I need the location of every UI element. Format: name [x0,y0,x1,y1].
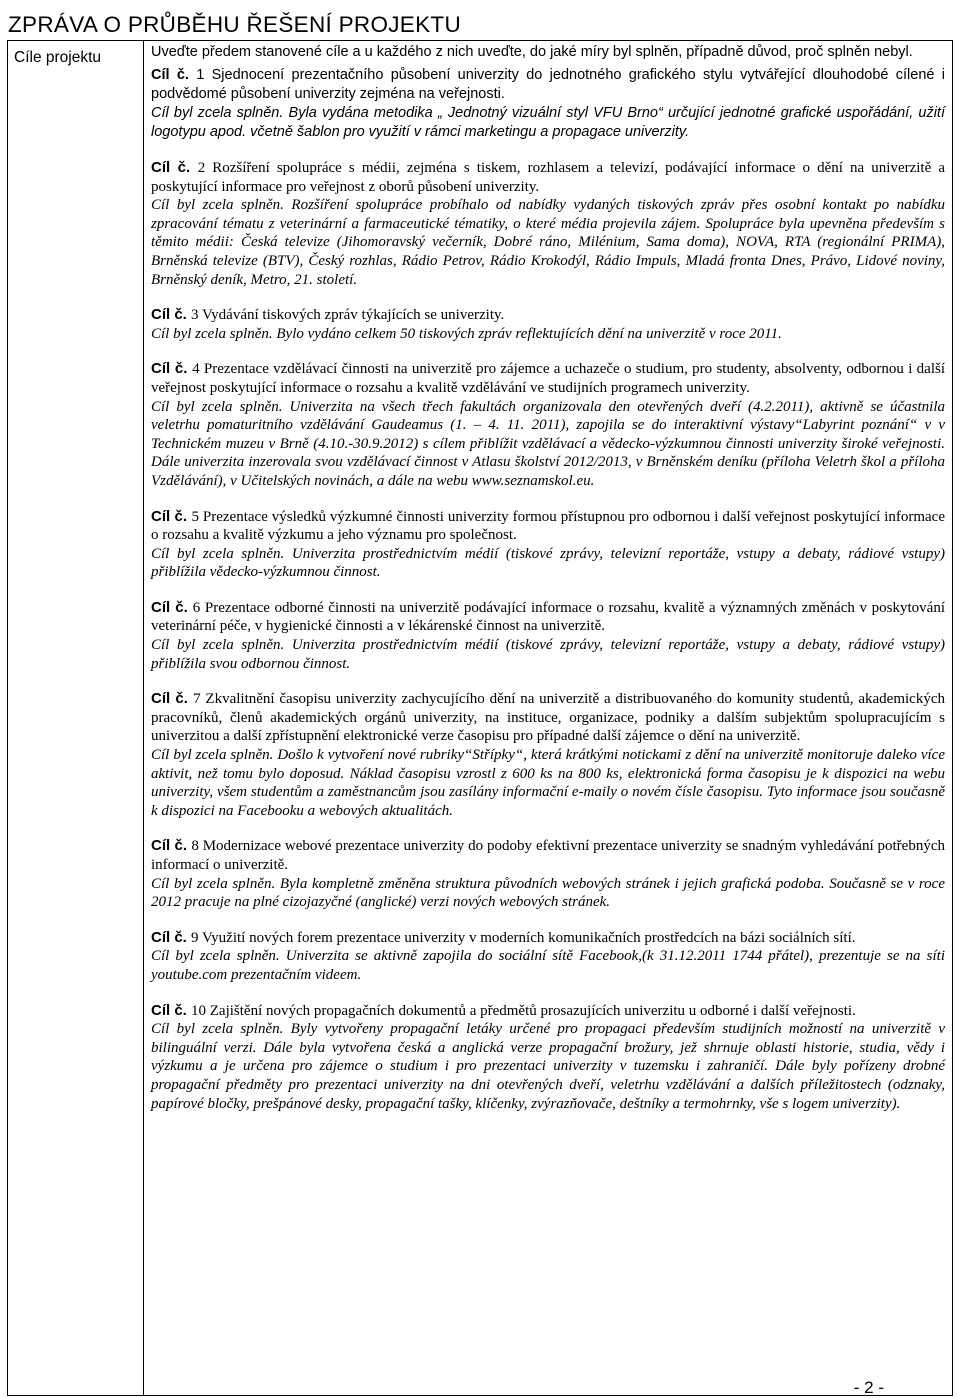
goal-result: Cíl byl zcela splněn. Rozšíření spolupráce probíhalo od nabídky vydaných tiskových zpráv přes osobní kontakt po nabídku zpracování tématu z veterinární a farmaceutické tématiky, o které média projevila zájem. Spolupráce byla upevněna především s těmito médii: Česká televize (Jihomoravský večerník, Dobré ráno, Milénium, Sama doma), NOVA, RTA (regionální PRIMA), Brněnská televize (BTV), Český rozhlas, Rádio Petrov, Rádio Krokodýl, Rádio Impuls, Mladá fronta Dnes, Právo, Lidové noviny, Brněnský deník, Metro, 21. století. [151,197,945,288]
goal-number: 4 [192,361,200,378]
goal-result: Cíl byl zcela splněn. Univerzita prostřednictvím médií (tiskové zprávy, televizní reportáže, vstupy a debaty, rádiové vstupy) přiblížila vědecko-výzkumnou činnost. [151,545,945,581]
goal-item [151,360,945,490]
goal-prefix: Cíl č. [151,1001,192,1019]
goal-prefix: Cíl č. [151,306,192,324]
goal-text: Využití nových forem prezentace univerzity v moderních komunikačních prostředcích na bázi sociálních sítí. [198,929,856,946]
goal-number: 3 [191,307,199,324]
goal-statement [151,66,945,104]
goal-text: Prezentace odborné činnosti na univerzitě podávající informace o rozsahu, kvalitě a významných změnách v poskytování veterinární péče, v hygienické činnosti a v lékárenské činnost na univerzitě. [151,599,945,635]
goal-statement [151,599,945,636]
goals-list [151,66,945,1113]
goal-item [151,66,945,142]
goal-prefix: Cíl č. [151,507,192,525]
row-label: Cíle projektu [8,41,144,1396]
goal-statement [151,929,945,948]
goal-number: 9 [191,929,199,946]
goal-result: Cíl byl zcela splněn. Univerzita se aktivně zapojila do sociální sítě Facebook,(k 31.12.2011 1744 přátel), prezentuje se na síti youtube.com prezentačním videem. [151,948,945,983]
page-title: ZPRÁVA O PRŮBĚHU ŘEŠENÍ PROJEKTU [8,12,462,37]
goal-result: Cíl byl zcela splněn. Byla kompletně změněna struktura původních webových stránek i jejich grafická podoba. Současně se v roce 2012 pracuje na plné cizojazyčné (anglické) verzi nových webových stránek. [151,875,945,911]
goal-number: 10 [191,1002,207,1019]
goal-prefix: Cíl č. [151,159,198,176]
goal-prefix: Cíl č. [151,360,193,378]
goal-text: Sjednocení prezentačního působení univerzity do jednotného grafického stylu vytvářející dlouhodobé cílené i podvědomé působení univerzity zejména na veřejnosti. [151,67,945,102]
goal-item [151,837,945,911]
goal-result: Cíl byl zcela splněn. Došlo k vytvoření nové rubriky“Střípky“, která krátkými notickami z dění na univerzitě monitoruje daleko více aktivit, než tomu bylo doposud. Náklad časopisu vzrostl z 600 ks na 800 ks, elektronická forma časopisu je k dispozici na webu univerzity, všem studentům a zaměstnancům jsou zasílány informační e-maily o novém čísle časopisu. Tyto informace jsou současně k dispozici na Facebooku a webových aktualitách. [151,747,945,819]
goal-text: Zkvalitnění časopisu univerzity zachycujícího dění na univerzitě a distribuovaného do komunity studentů, akademických pracovníků, členů akademických orgánů univerzity, na instituce, organizace, podniky a dalším subjektům spolupracujícím s univerzitou a další zpřístupnění elektronické verze časopisu pro případné další zájemce o dění na univerzitě. [151,691,945,745]
goal-item [151,508,945,582]
goal-statement [151,360,945,397]
instructions-text: Uveďte předem stanovené cíle a u každého z nich uveďte, do jaké míry byl splněn, případně důvod, proč splněn nebyl. [151,44,913,60]
goal-statement [151,837,945,874]
goal-prefix: Cíl č. [151,598,193,616]
goal-statement [151,159,945,196]
goal-statement [151,690,945,746]
goal-text: Zajištění nových propagačních dokumentů a předmětů prosazujících univerzitu u odborné i další veřejnosti. [206,1002,856,1019]
project-goals-table [7,40,953,1396]
goal-statement [151,306,945,325]
goal-prefix: Cíl č. [151,690,194,708]
goal-item [151,306,945,343]
goal-prefix: Cíl č. [151,67,197,83]
goal-statement [151,508,945,545]
goal-text: Modernizace webové prezentace univerzity do podoby efektivní prezentace univerzity se snadným vyhledávání potřebných informací o univerzitě. [151,838,945,873]
goal-statement [151,1002,945,1021]
goal-number: 8 [191,838,199,855]
goal-number: 7 [193,691,201,708]
goal-number: 6 [192,599,201,616]
goal-result: Cíl byl zcela splněn. Univerzita na všech třech fakultách organizovala den otevřených dveří (4.2.2011), aktivně se účastnila veletrhu pomaturitního vzdělávání Gaudeamus (1. – 4. 11. 2011), zapojila se do interaktivní výstavy“Labyrint poznání“ v v Technickém muzeu v Brně (4.10.-30.9.2012) s cílem přiblížit vzdělávací a vědecko-výzkumnou činnosti univerzity široké veřejnosti. Dále univerzita inzerovala svou vzdělávací činnost v Atlasu školství 2012/2013, v Brněnském deníku (příloha Veletrh škol a příloha Vzdělávání), v Učitelských novinách, a dále na webu www.seznamskol.eu. [151,398,945,489]
goal-prefix: Cíl č. [151,837,192,855]
goal-result: Cíl byl zcela splněn. Byla vydána metodika „ Jednotný vizuální styl VFU Brno“ určující jednotné grafické uspořádání, užití logotypu apod. včetně šablon pro využití v rámci marketingu a propagace univerzity. [151,105,945,140]
goal-text: Vydávání tiskových zpráv týkajících se univerzity. [198,307,505,324]
goal-number: 5 [191,508,199,525]
goal-number: 2 [197,160,206,176]
goal-text: Prezentace vzdělávací činnosti na univerzitě pro zájemce a uchazeče o studium, pro studenty, absolventy, odbornou i další veřejnost poskytující informace o rozsahu a kvalitě vzdělávání ve studijních programech univerzity. [151,361,945,396]
goal-result: Cíl byl zcela splněn. Univerzita prostřednictvím médií (tiskové zprávy, televizní reportáže, vstupy a debaty, rádiové vstupy) přiblížila svou odbornou činnost. [151,637,945,672]
goal-result: Cíl byl zcela splněn. Byly vytvořeny propagační letáky určené pro propagaci především studijních možností na univerzitě v bilinguální verzi. Dále byla vytvořena česká a anglická verze propagační brožury, jež shrnuje oblasti historie, studia, vědy i výzkumu a je určena pro zájemce o studium i pro prezentaci univerzity v tuzemsku i zahraničí. Dále byly pořízeny drobné propagační předměty pro prezentaci univerzity na dni otevřených dveří, veletrhu vzdělávání a dalších příležitostech (odznaky, papírové bločky, prešpánové desky, propagační tašky, klíčenky, zvýrazňovače, deštníky a termohrnky, vše s logem univerzity). [151,1021,945,1112]
goal-prefix: Cíl č. [151,928,192,946]
goal-number: 1 [196,67,205,83]
page-number: - 2 - [853,1378,884,1397]
goal-text: Prezentace výsledků výzkumné činnosti univerzity formou přístupnou pro odbornou i další veřejnost poskytující informace o rozsahu a kvalitě výzkumu a jeho významu pro společnost. [151,508,946,544]
goal-text: Rozšíření spolupráce s médii, zejména s tiskem, rozhlasem a televizí, podávající informace o dění na univerzitě a poskytující informace pro veřejnost z oborů působení univerzity. [151,160,945,195]
goals-content [144,41,953,1396]
goal-item [151,599,945,673]
goal-item [151,690,945,820]
goal-result: Cíl byl zcela splněn. Bylo vydáno celkem 50 tiskových zpráv reflektujících dění na univerzitě v roce 2011. [151,325,782,342]
goal-item [151,159,945,289]
goal-item [151,1002,945,1114]
goal-item [151,929,945,985]
